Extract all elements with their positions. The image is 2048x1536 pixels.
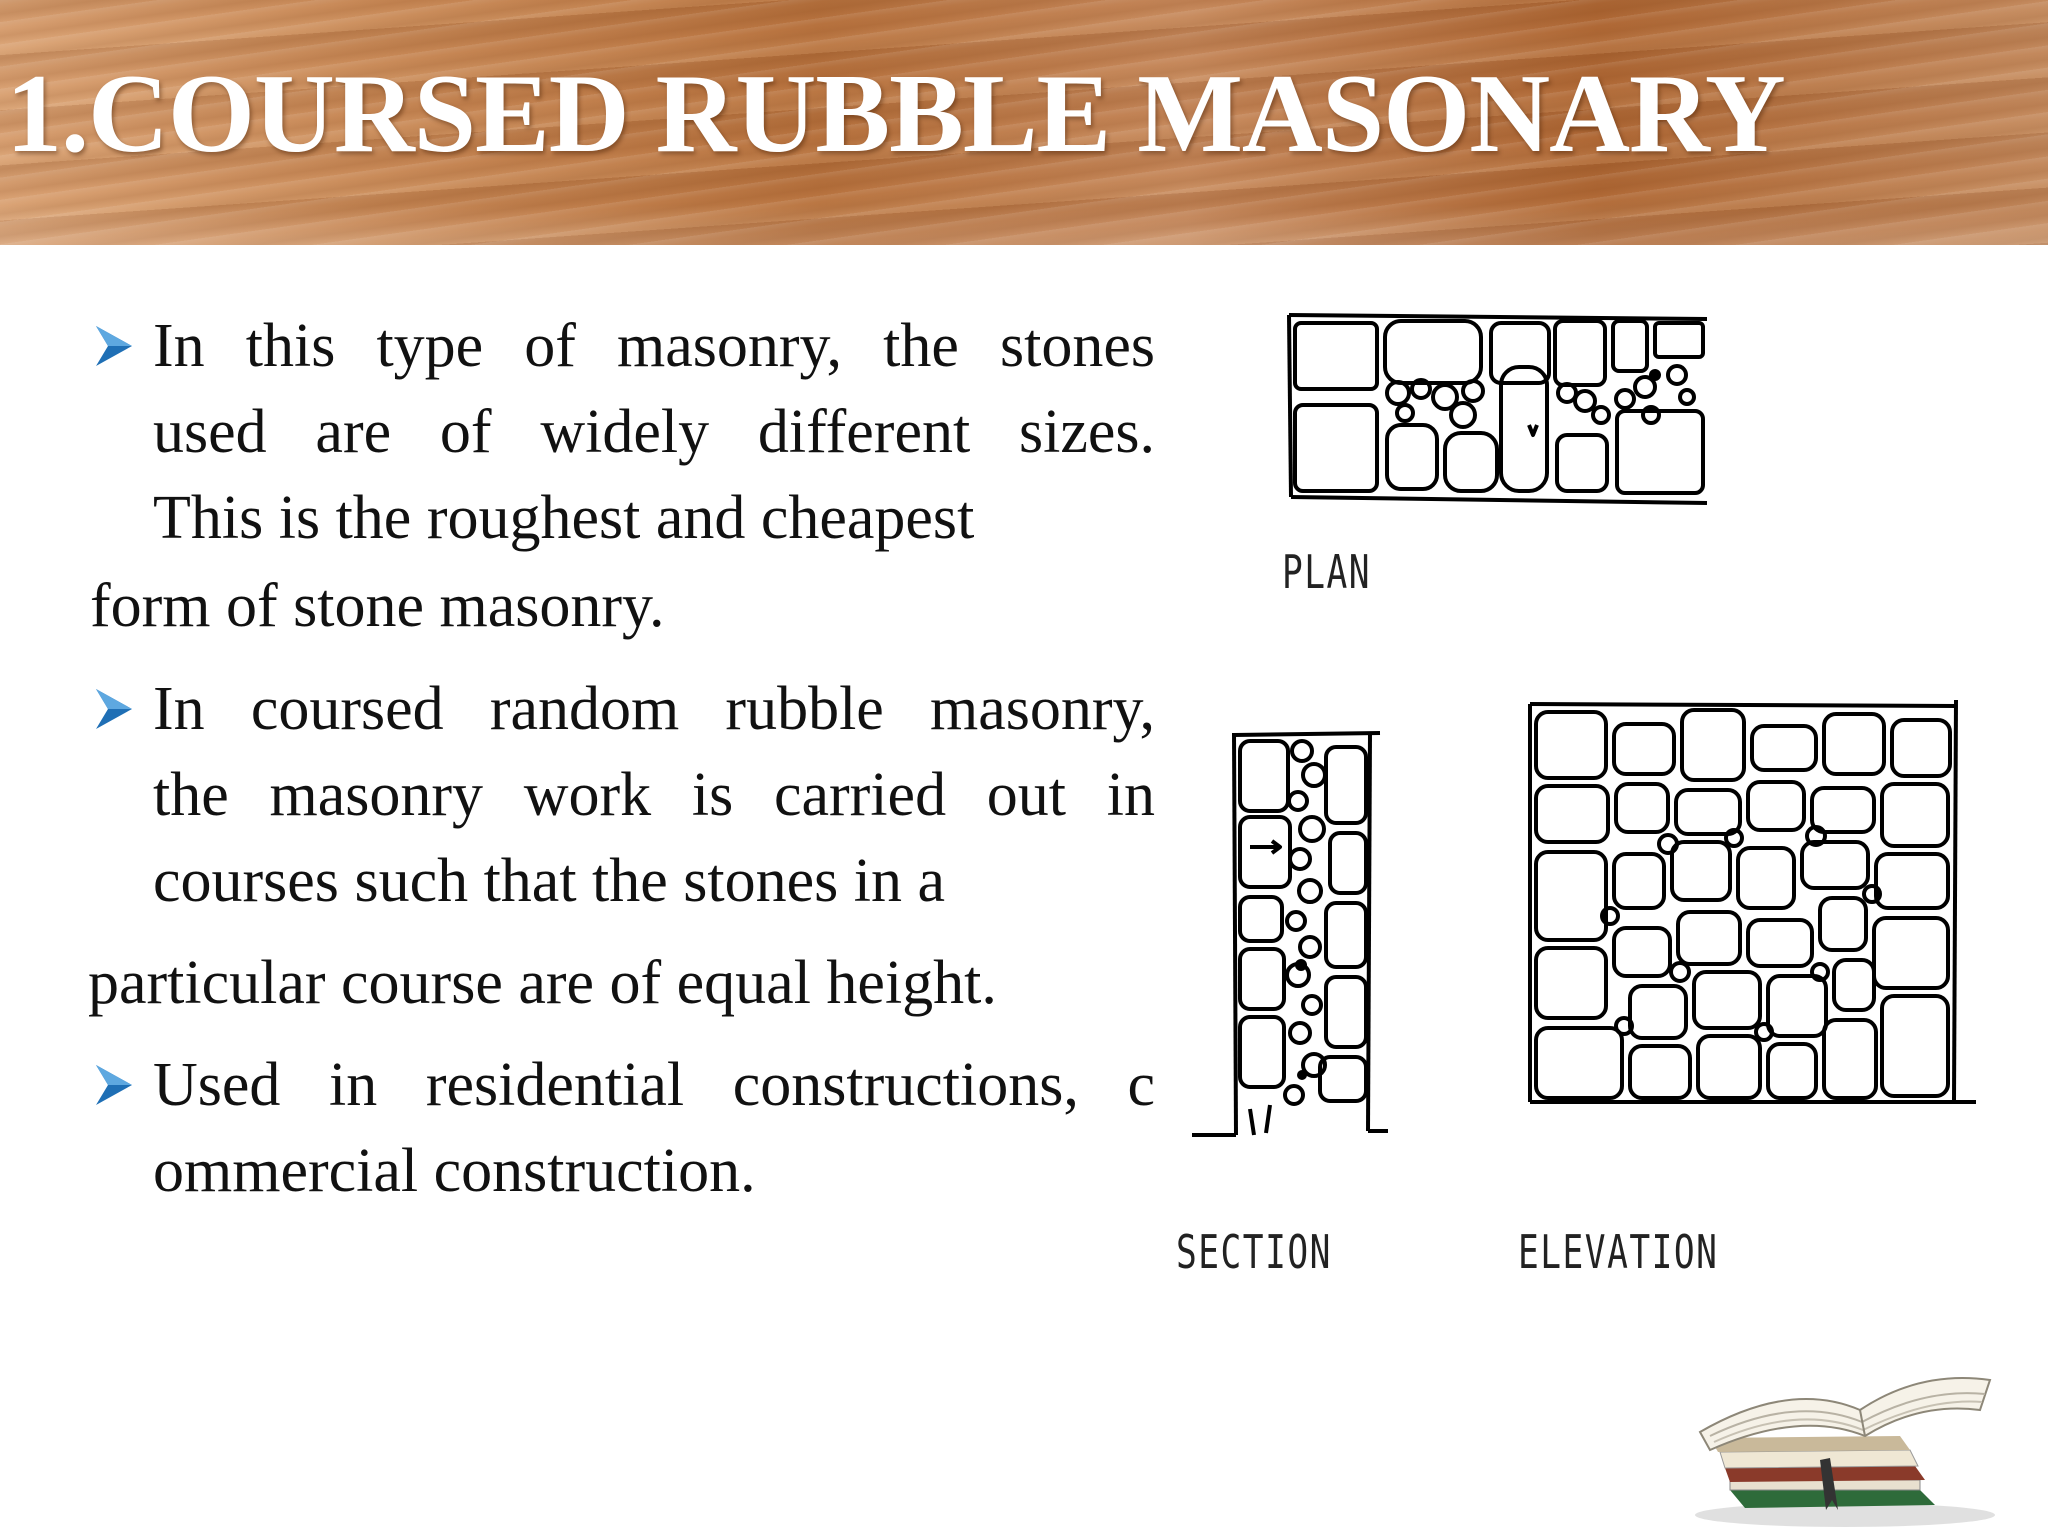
page-title: 1.COURSED RUBBLE MASONARY — [6, 52, 1785, 176]
bullet-2-line-1: In coursed random rubble masonry, — [153, 675, 1155, 743]
arrow-bullet-icon — [92, 1061, 136, 1109]
bullet-2-line-3: courses such that the stones in a — [153, 847, 946, 915]
plan-label: PLAN — [1282, 545, 1372, 599]
stack-of-books-icon — [1670, 1340, 2010, 1530]
arrow-bullet-icon — [92, 685, 136, 733]
bullet-1-line-3: This is the roughest and cheapest — [153, 484, 975, 552]
section-label: SECTION — [1176, 1225, 1332, 1279]
plan-drawing — [1285, 305, 1715, 515]
bullet-1-line-1: In this type of masonry, the stones — [153, 312, 1155, 380]
bullet-1-line-4: form of stone masonry. — [90, 572, 665, 640]
elevation-drawing — [1520, 690, 1980, 1110]
arrow-bullet-icon — [92, 322, 136, 370]
bullet-3-line-1: Used in residential constructions, c — [153, 1051, 1155, 1119]
bullet-2-line-4: particular course are of equal height. — [88, 949, 997, 1017]
bullet-1-line-2: used are of widely different sizes. — [153, 398, 1155, 466]
section-drawing — [1190, 725, 1400, 1155]
bullet-3-line-2: ommercial construction. — [153, 1137, 756, 1205]
bullet-2-line-2: the masonry work is carried out in — [153, 761, 1155, 829]
elevation-label: ELEVATION — [1518, 1225, 1719, 1279]
title-banner — [0, 0, 2048, 245]
